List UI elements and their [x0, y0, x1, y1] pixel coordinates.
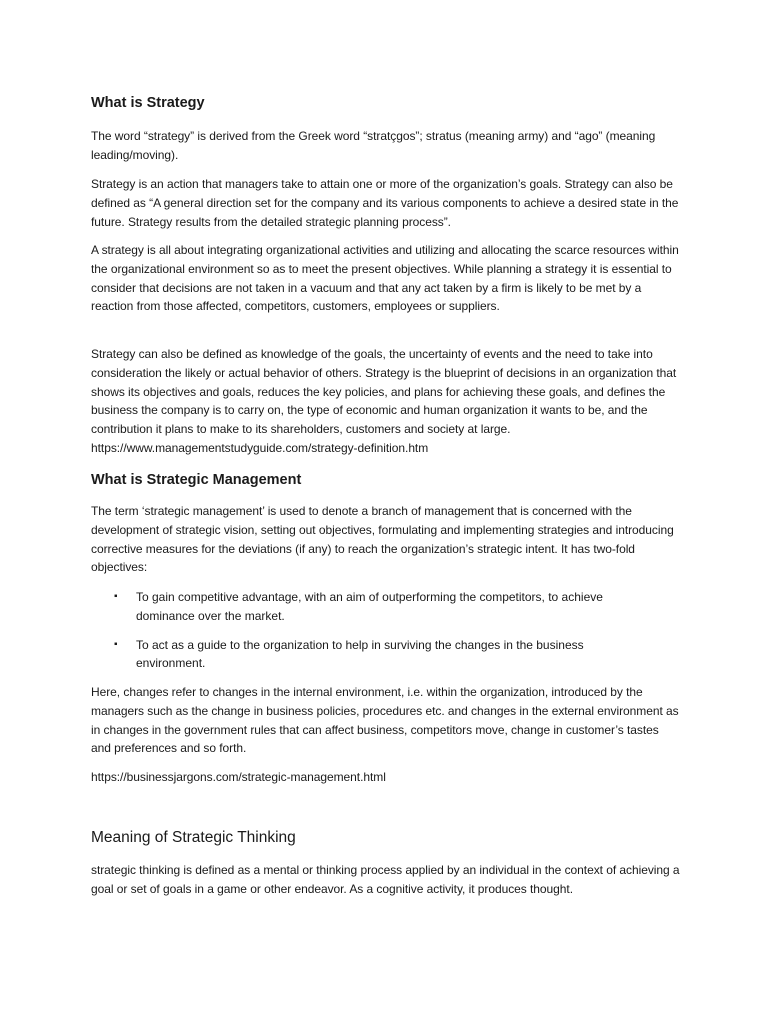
paragraph-strategy-definition: Strategy is an action that managers take to attain one or more of the organization’s goals. Strategy can also be defined as “A general direction set for the company and its various components to achieve a desired state in the future. Strategy results from the detailed strategic planning process”.	[91, 177, 679, 229]
paragraph-changes-explained: Here, changes refer to changes in the internal environment, i.e. within the organization, introduced by the managers such as the change in business policies, procedures etc. and changes in the external environment as in changes in the government rules that can affect business, competitors move, change in customer’s tastes and preferences and so forth.	[91, 685, 679, 756]
paragraph-strategy-knowledge: Strategy can also be defined as knowledge of the goals, the uncertainty of events and the need to take into consideration the likely or actual behavior of others. Strategy is the blueprint of decisions in an organization that shows its objectives and goals, reduces the key policies, and plans for achieving these goals, and defines the business the company is to carry on, the type of economic and human organization it wants to be, and the contribution it plans to make to its shareholders, customers and society at large. https://www.managementstudyguide.com/strategy-definition.htm	[91, 347, 677, 455]
paragraph-strategy-integration: A strategy is all about integrating organizational activities and utilizing and allocating the scarce resources within the organizational environment so as to meet the present objectives. While planning a strategy it is essential to consider that decisions are not taken in a vacuum and that any act taken by a firm is likely to be met by a reaction from those affected, competitors, customers, employees or suppliers.	[91, 243, 679, 314]
list-item-text: To gain competitive advantage, with an aim of outperforming the competitors, to achieve dominance over the market.	[136, 590, 603, 623]
heading-what-is-strategy: What is Strategy	[91, 95, 205, 111]
list-item-text: To act as a guide to the organization to help in surviving the changes in the business environment.	[136, 637, 584, 671]
objectives-list	[91, 588, 681, 673]
bullet-icon: ▪	[114, 638, 118, 650]
paragraph-strategic-management-term: The term ‘strategic management’ is used to denote a branch of management that is concerned with the development of strategic vision, setting out objectives, formulating and implementing strategies and introducing corrective measures for the deviations (if any) to reach the organization’s strategic intent. It has two-fold objectives:	[91, 504, 674, 575]
heading-what-is-strategic-management: What is Strategic Management	[91, 472, 302, 488]
list-item	[91, 636, 606, 674]
heading-meaning-of-strategic-thinking: Meaning of Strategic Thinking	[91, 829, 296, 846]
paragraph-strategic-thinking-definition: strategic thinking is defined as a mental or thinking process applied by an individual in the context of achieving a goal or set of goals in a game or other endeavor. As a cognitive activity, it produces thought.	[91, 863, 680, 896]
paragraph-strategy-etymology: The word “strategy” is derived from the Greek word “stratçgos”; stratus (meaning army) and “ago” (meaning leading/moving).	[91, 129, 656, 162]
list-item	[91, 588, 606, 626]
source-link-businessjargons[interactable]: https://businessjargons.com/strategic-management.html	[91, 770, 386, 784]
bullet-icon: ▪	[114, 591, 118, 602]
